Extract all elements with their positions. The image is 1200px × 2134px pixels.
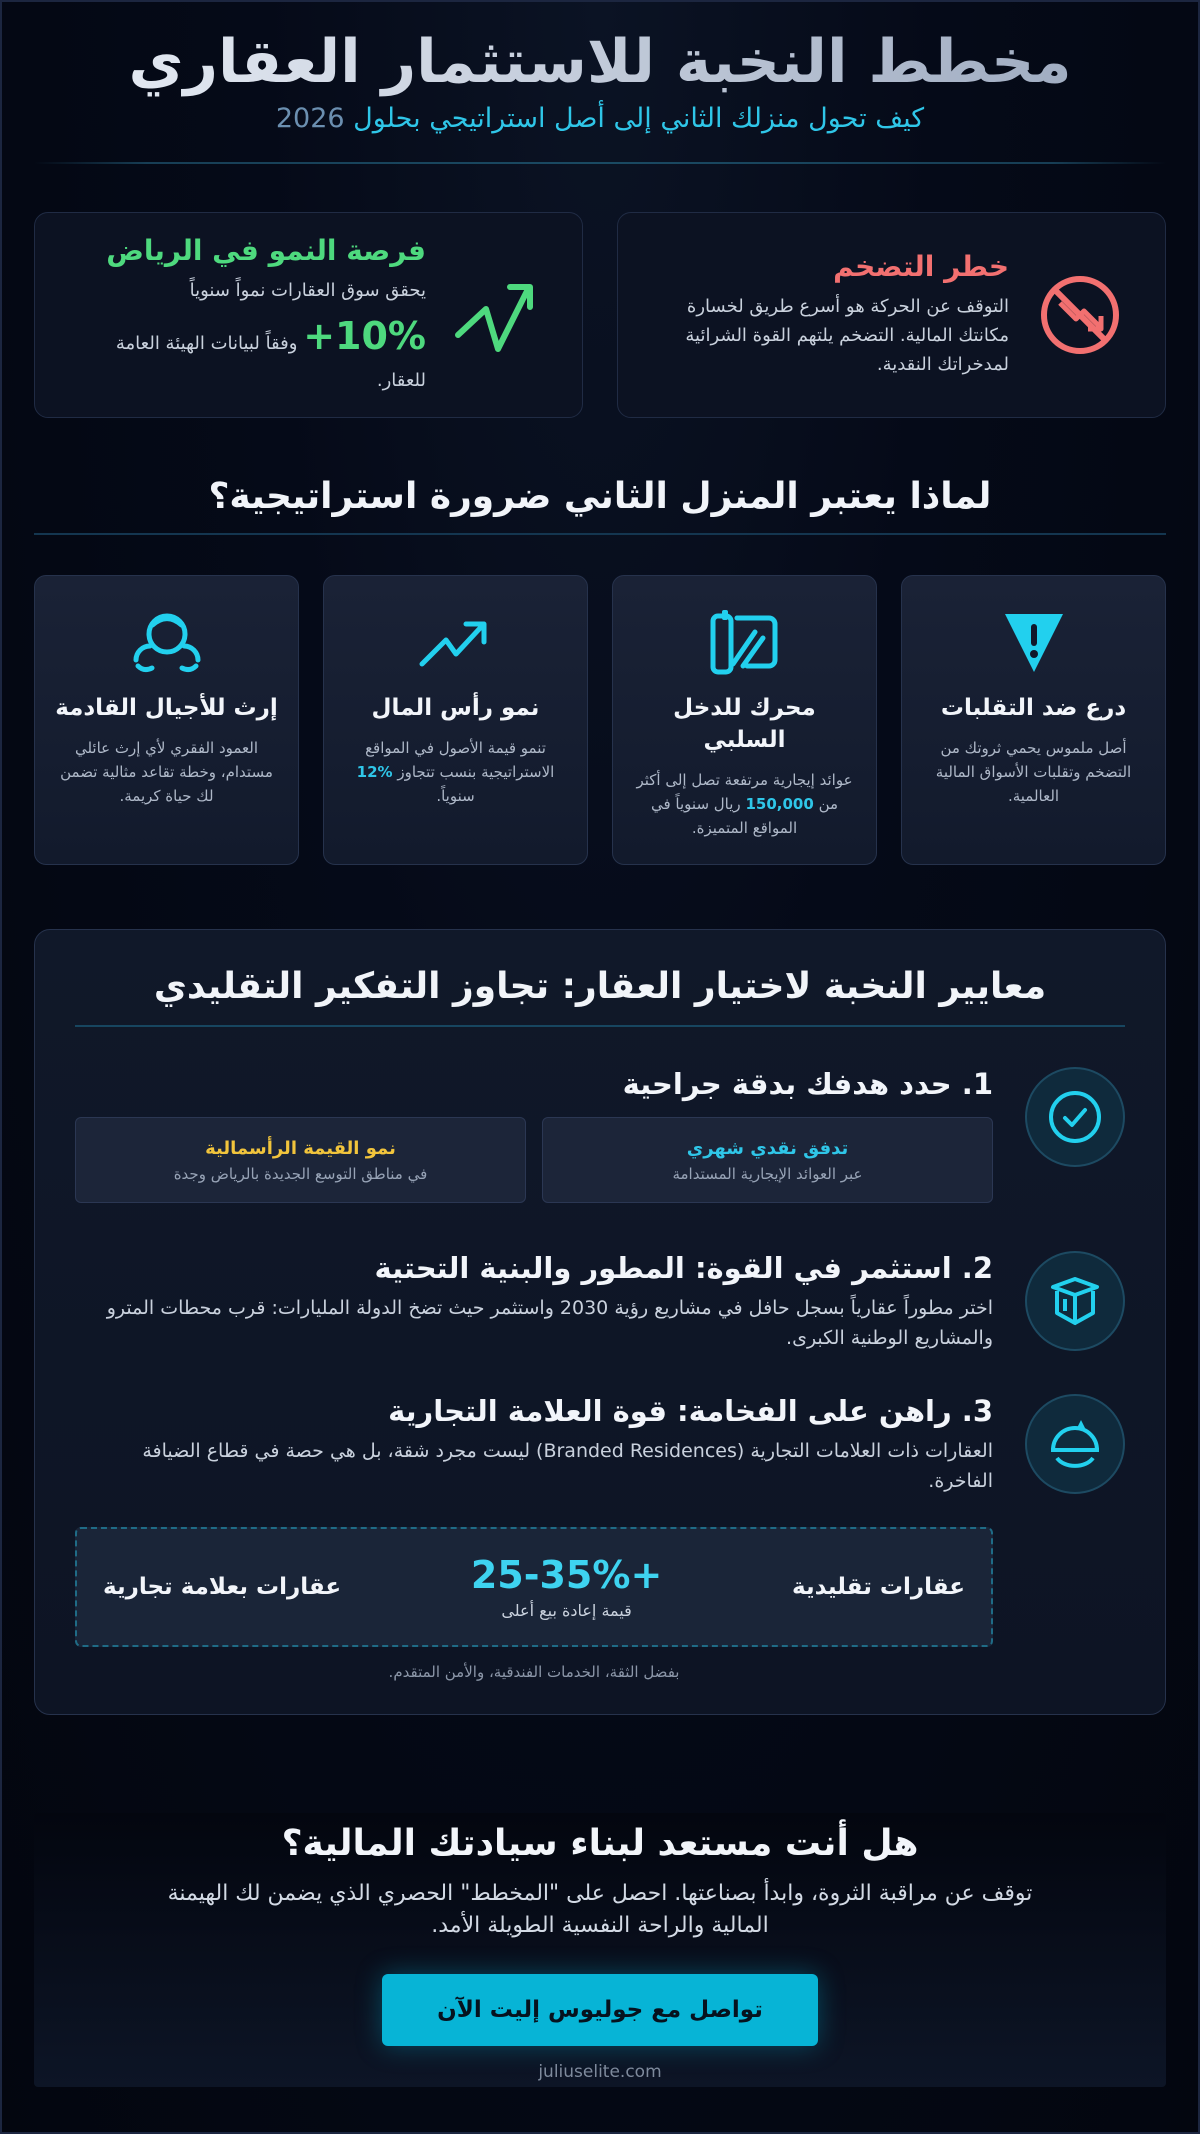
criteria-title: معايير النخبة لاختيار العقار: تجاوز التفكير التقليدي	[153, 966, 1047, 1007]
comparison-footnote: بفضل الثقة، الخدمات الفندقية، والأمن المتقدم.	[388, 1662, 680, 1681]
cta-title: هل أنت مستعد لبناء سيادتك المالية؟	[281, 1823, 919, 1864]
why-card-text	[344, 736, 567, 808]
criteria-panel	[34, 929, 1166, 1715]
family-icon	[55, 606, 278, 678]
risk-title: خطر التضخم	[833, 250, 1009, 284]
why-card-text	[633, 768, 856, 840]
capital-growth-pill	[75, 1117, 526, 1203]
growth-opportunity-card	[34, 212, 583, 418]
branded-label: عقارات بعلامة تجارية	[103, 1573, 342, 1600]
growth-text-before: يحقق سوق العقارات نمواً سنوياً	[189, 280, 426, 302]
income-text-before: عوائد إيجارية مرتفعة تصل إلى أكثر من	[636, 771, 853, 814]
growth-arrow-icon	[452, 270, 542, 360]
pill-subtitle: في مناطق التوسع الجديدة بالرياض وجدة	[173, 1165, 428, 1183]
pill-subtitle: عبر العوائد الإيجارية المستدامة	[672, 1165, 863, 1183]
criterion-title: 2. استثمر في القوة: المطور والبنية التحتية	[374, 1251, 993, 1285]
trend-up-icon	[344, 606, 567, 678]
cta-section	[34, 1813, 1166, 2087]
no-downtrend-icon	[1035, 270, 1125, 360]
shield-alert-icon	[922, 606, 1145, 678]
criterion-desc: اختر مطوراً عقارياً بسجل حافل في مشاريع رؤية 2030 واستثمر حيث تضخ الدولة المليارات: قرب محطات المترو والمشاريع الوطنية الكبرى.	[106, 1297, 993, 1350]
growth-text	[65, 277, 426, 395]
header	[34, 0, 1166, 164]
criterion-2	[75, 1251, 1125, 1354]
resale-premium-value: 25-35%+	[470, 1553, 663, 1598]
check-circle-icon	[1025, 1067, 1125, 1167]
pill-title: نمو القيمة الرأسمالية	[205, 1138, 396, 1159]
concierge-bell-icon	[1025, 1394, 1125, 1494]
growth-text-after: وفقاً لبيانات الهيئة العامة للعقار.	[115, 333, 426, 391]
capital-highlight: 12%	[356, 763, 393, 782]
criterion-title: 1. حدد هدفك بدقة جراحية	[622, 1067, 993, 1101]
risk-text: التوقف عن الحركة هو أسرع طريق لخسارة مكانتك المالية. التضخم يلتهم القوة الشرائية لمدخراتك النقدية.	[685, 296, 1009, 375]
why-card-title: محرك للدخل السلبي	[673, 695, 816, 754]
criterion-title: 3. راهن على الفخامة: قوة العلامة التجارية	[388, 1393, 993, 1428]
growth-percent: +10%	[303, 314, 426, 359]
why-card-capital	[323, 575, 588, 865]
criterion-1	[75, 1067, 1125, 1203]
why-card-title: إرث للأجيال القادمة	[55, 695, 278, 721]
resale-comparison	[75, 1527, 993, 1647]
capital-text-before: تنمو قيمة الأصول في المواقع الاستراتيجية بنسب تتجاوز	[365, 739, 555, 782]
goal-options	[75, 1117, 993, 1203]
why-card-title: نمو رأس المال	[371, 695, 540, 721]
why-card-income	[612, 575, 877, 865]
why-cards	[34, 575, 1166, 865]
income-highlight: 150,000	[745, 795, 814, 814]
contact-button[interactable]: تواصل مع جوليوس إليت الآن	[382, 1974, 818, 2046]
traditional-label: عقارات تقليدية	[792, 1573, 965, 1600]
header-divider	[34, 162, 1166, 164]
subtitle-year: 2026	[275, 103, 345, 134]
subtitle-text: كيف تحول منزلك الثاني إلى أصل استراتيجي بحلول	[353, 103, 925, 134]
why-card-shield	[901, 575, 1166, 865]
page-subtitle	[34, 103, 1166, 134]
top-cards	[34, 212, 1166, 418]
why-section-heading: لماذا يعتبر المنزل الثاني ضرورة استراتيجية؟	[208, 476, 992, 517]
why-card-text: العمود الفقري لأي إرث عائلي مستدام، وخطة تقاعد مثالية تضمن لك حياة كريمة.	[60, 739, 273, 806]
page-title: مخطط النخبة للاستثمار العقاري	[34, 28, 1166, 97]
why-card-title: درع ضد التقلبات	[940, 695, 1127, 721]
criteria-divider	[75, 1025, 1125, 1027]
cta-text: توقف عن مراقبة الثروة، وابدأ بصناعتها. احصل على "المخطط" الحصري الذي يضمن لك الهيمنة المالية والراحة النفسية الطويلة الأمد.	[167, 1881, 1033, 1938]
resale-premium	[471, 1553, 662, 1620]
resale-premium-caption: قيمة إعادة بيع أعلى	[501, 1601, 632, 1621]
why-section-divider	[34, 533, 1166, 535]
growth-title: فرصة النمو في الرياض	[106, 234, 426, 268]
capital-text-after: سنوياً.	[436, 787, 475, 806]
building-icon	[1025, 1251, 1125, 1351]
criterion-3	[75, 1394, 1125, 1497]
cashflow-pill	[542, 1117, 993, 1203]
inflation-risk-card	[617, 212, 1166, 418]
website-link[interactable]: juliuselite.com	[538, 2061, 662, 2082]
criterion-desc: العقارات ذات العلامات التجارية (Branded Residences) ليست مجرد شقة، بل هي حصة في قطاع الضيافة الفاخرة.	[142, 1439, 993, 1493]
pill-title: تدفق نقدي شهري	[686, 1138, 849, 1159]
cash-hand-icon	[633, 606, 856, 678]
income-text-after: ريال سنوياً في المواقع المتميزة.	[650, 795, 798, 838]
why-card-legacy	[34, 575, 299, 865]
why-card-text: أصل ملموس يحمي ثروتك من التضخم وتقلبات الأسواق المالية العالمية.	[935, 739, 1132, 806]
